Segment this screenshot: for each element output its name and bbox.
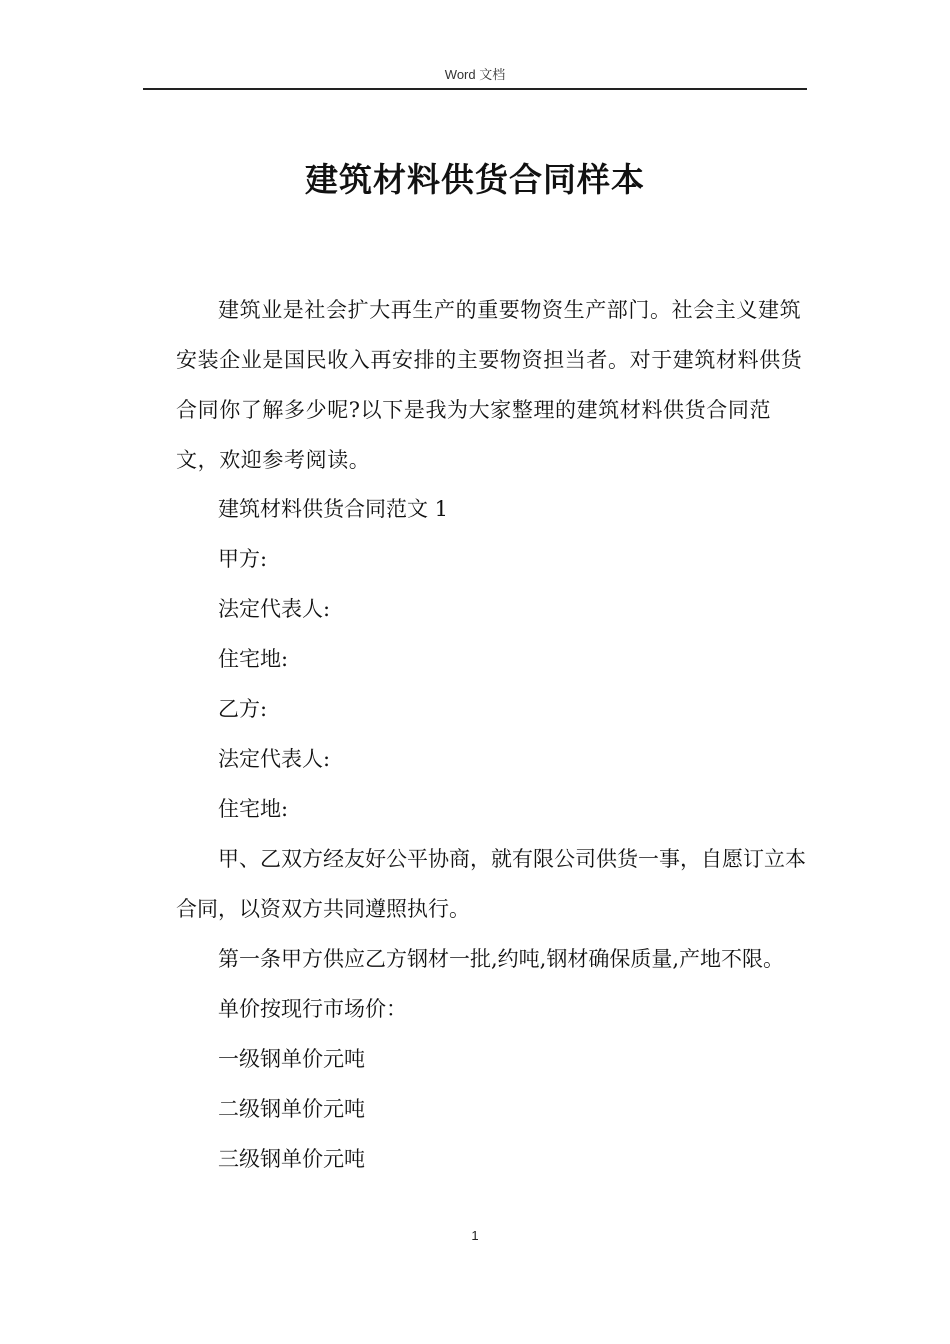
- header-label: Word 文档: [444, 67, 506, 82]
- party-b-address: 住宅地:: [218, 797, 289, 821]
- agreement-paragraph: 甲、乙双方经友好公平协商，就有限公司供货一事，自愿订立本合同，以资双方共同遵照执行。: [176, 847, 806, 921]
- price-item-grade-3: 三级钢单价元吨: [218, 1147, 365, 1171]
- intro-paragraph: 建筑业是社会扩大再生产的重要物资生产部门。社会主义建筑安装企业是国民收入再安排的主要物资担当者。对于建筑材料供货合同你了解多少呢?以下是我为大家整理的建筑材料供货合同范文，欢迎参考阅读。: [176, 298, 803, 472]
- party-a-address: 住宅地:: [218, 647, 289, 671]
- contract-body: [176, 484, 806, 1184]
- unit-price-heading: 单价按现行市场价：: [218, 997, 407, 1021]
- intro-section: [176, 285, 806, 485]
- page-number: 1: [471, 1228, 479, 1243]
- section-heading: 建筑材料供货合同范文 1: [218, 497, 449, 521]
- document-title: 建筑材料供货合同样本: [305, 160, 645, 199]
- party-a-label: 甲方:: [218, 547, 268, 571]
- party-a-representative: 法定代表人:: [218, 597, 331, 621]
- price-item-grade-1: 一级钢单价元吨: [218, 1047, 365, 1071]
- article-one: 第一条甲方供应乙方钢材一批,约吨,钢材确保质量,产地不限。: [218, 947, 785, 971]
- page-header: [143, 64, 807, 90]
- party-b-label: 乙方:: [218, 697, 268, 721]
- party-b-representative: 法定代表人:: [218, 747, 331, 771]
- price-item-grade-2: 二级钢单价元吨: [218, 1097, 365, 1121]
